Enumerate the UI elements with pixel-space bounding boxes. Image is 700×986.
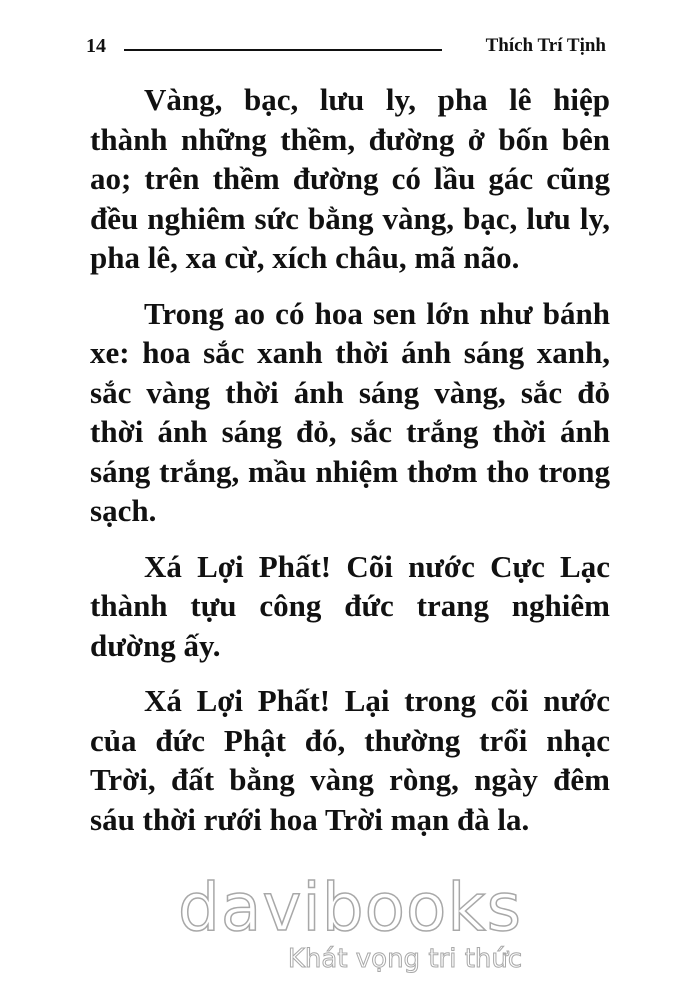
- paragraph-2: Trong ao có hoa sen lớn như bánh xe: hoa sắc xanh thời ánh sáng xanh, sắc vàng thời ánh sáng vàng, sắc đỏ thời ánh sáng đỏ, sắc trắng thời ánh sáng trắng, mầu nhiệm thơm tho trong sạch.: [90, 295, 610, 528]
- paragraph-4: Xá Lợi Phất! Lại trong cõi nước của đức Phật đó, thường trổi nhạc Trời, đất bằng vàng ròng, ngày đêm sáu thời rưới hoa Trời mạn đà la.: [90, 683, 610, 837]
- page-number: 14: [86, 35, 106, 57]
- page-header: [86, 32, 606, 60]
- watermark: [0, 869, 700, 974]
- watermark-tagline: Khát vọng tri thức: [287, 944, 523, 974]
- body-text: [90, 80, 610, 855]
- paragraph-3: Xá Lợi Phất! Cõi nước Cực Lạc thành tựu công đức trang nghiêm dường ấy.: [90, 548, 610, 663]
- paragraph-1: Vàng, bạc, lưu ly, pha lê hiệp thành những thềm, đường ở bốn bên ao; trên thềm đường có lầu gác cũng đều nghiêm sức bằng vàng, bạc, lưu ly, pha lê, xa cừ, xích châu, mã não.: [90, 82, 610, 275]
- running-title: Thích Trí Tịnh: [485, 35, 606, 56]
- watermark-logo: davibooks: [178, 869, 522, 946]
- header-rule: [124, 49, 442, 51]
